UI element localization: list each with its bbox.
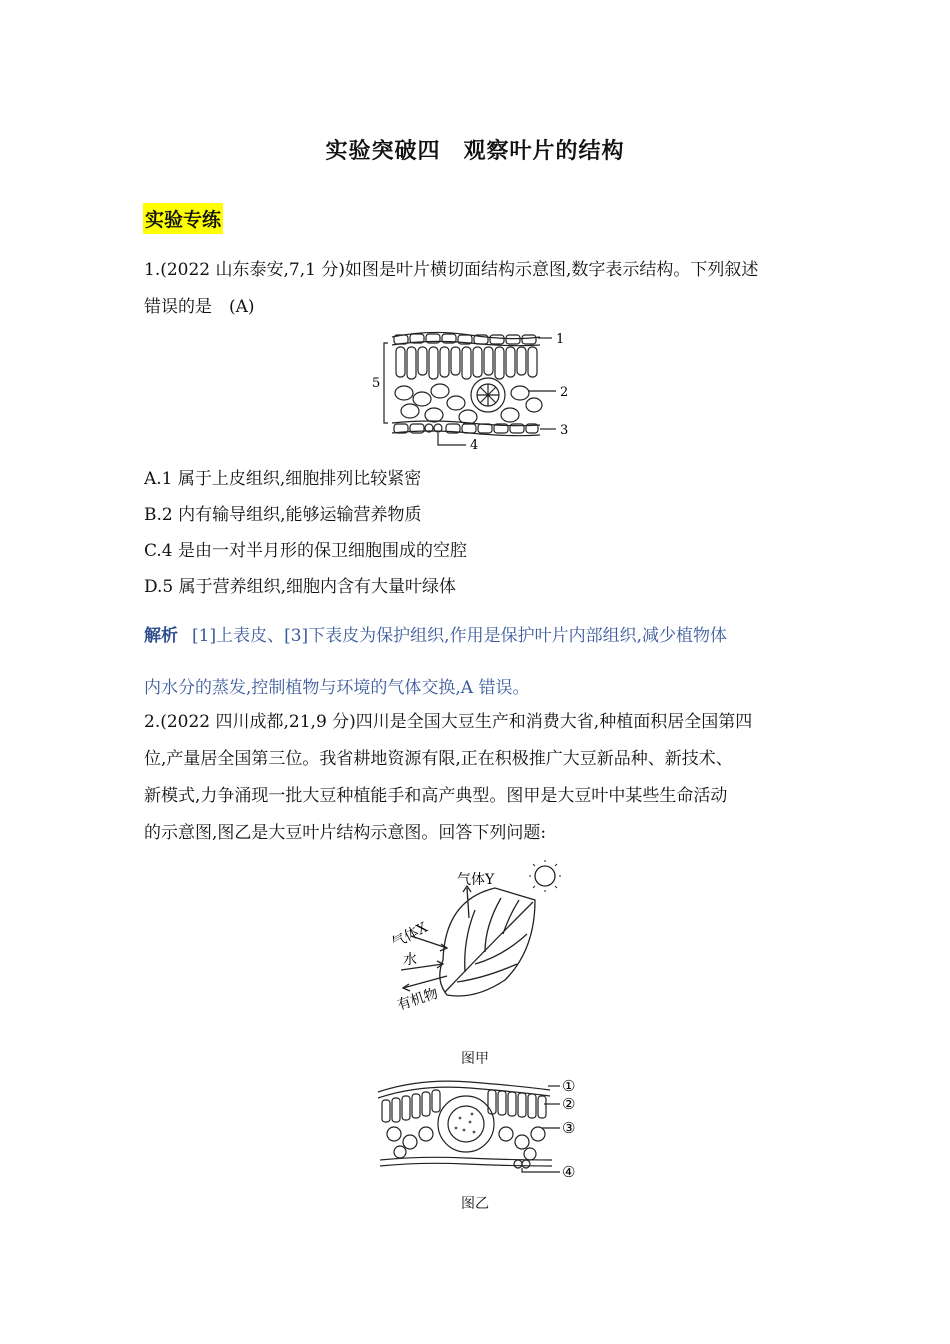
- page-title: 实验突破四 观察叶片的结构: [325, 139, 625, 164]
- fig-yi-caption: 图乙: [461, 1196, 489, 1212]
- fig-jia-gas-y: 气体Y: [457, 872, 495, 888]
- q1-analysis-line1: [1]上表皮、[3]下表皮为保护组织,作用是保护叶片内部组织,减少植物体: [192, 626, 727, 646]
- q2-stem-line2: 位,产量居全国第三位。我省耕地资源有限,正在积极推广大豆新品种、新技术、: [144, 749, 733, 769]
- section-label: 实验专练: [143, 203, 223, 234]
- analysis-tag: 解析: [144, 626, 178, 646]
- q1-option-b: B.2 内有输导组织,能够运输营养物质: [144, 505, 422, 525]
- q1-stem-line1: 1.(2022 山东泰安,7,1 分)如图是叶片横切面结构示意图,数字表示结构。下列叙述: [144, 260, 759, 280]
- q1-fig-label-1: 1: [556, 332, 565, 347]
- q2-stem: [144, 704, 812, 852]
- q1-option-d: D.5 属于营养组织,细胞内含有大量叶绿体: [144, 577, 457, 597]
- q1-leaf-cross-section-figure: [370, 325, 580, 455]
- q1-stem-line2: 错误的是 (A): [144, 297, 255, 317]
- q1-analysis: [144, 610, 812, 714]
- fig-yi-label-2: ②: [562, 1095, 576, 1113]
- fig-yi-label-4: ④: [562, 1163, 576, 1181]
- q1-option-c: C.4 是由一对半月形的保卫细胞围成的空腔: [144, 541, 468, 561]
- fig-jia-leaf-diagram: [385, 860, 575, 1020]
- q1-stem: [144, 252, 812, 326]
- fig-jia-caption: 图甲: [461, 1051, 489, 1067]
- q1-option-a: A.1 属于上皮组织,细胞排列比较紧密: [144, 469, 422, 489]
- fig-jia-gas-x: 气体X: [389, 919, 431, 952]
- q1-fig-label-2: 2: [560, 385, 569, 400]
- q1-fig-label-3: 3: [560, 423, 569, 438]
- q1-fig-label-5: 5: [372, 376, 381, 391]
- q1-analysis-line2: 内水分的蒸发,控制植物与环境的气体交换,A 错误。: [144, 678, 530, 698]
- fig-jia-organic: 有机物: [395, 985, 441, 1014]
- q2-stem-line3: 新模式,力争涌现一批大豆种植能手和高产典型。图甲是大豆叶中某些生命活动: [144, 786, 728, 806]
- fig-jia-water: 水: [403, 952, 417, 968]
- fig-yi-leaf-structure-diagram: [370, 1072, 585, 1184]
- fig-yi-label-3: ③: [562, 1119, 576, 1137]
- q1-fig-label-4: 4: [470, 438, 479, 453]
- q2-stem-line4: 的示意图,图乙是大豆叶片结构示意图。回答下列问题:: [144, 823, 547, 843]
- fig-yi-label-1: ①: [562, 1077, 576, 1095]
- q2-stem-line1: 2.(2022 四川成都,21,9 分)四川是全国大豆生产和消费大省,种植面积居全国第四: [144, 712, 753, 732]
